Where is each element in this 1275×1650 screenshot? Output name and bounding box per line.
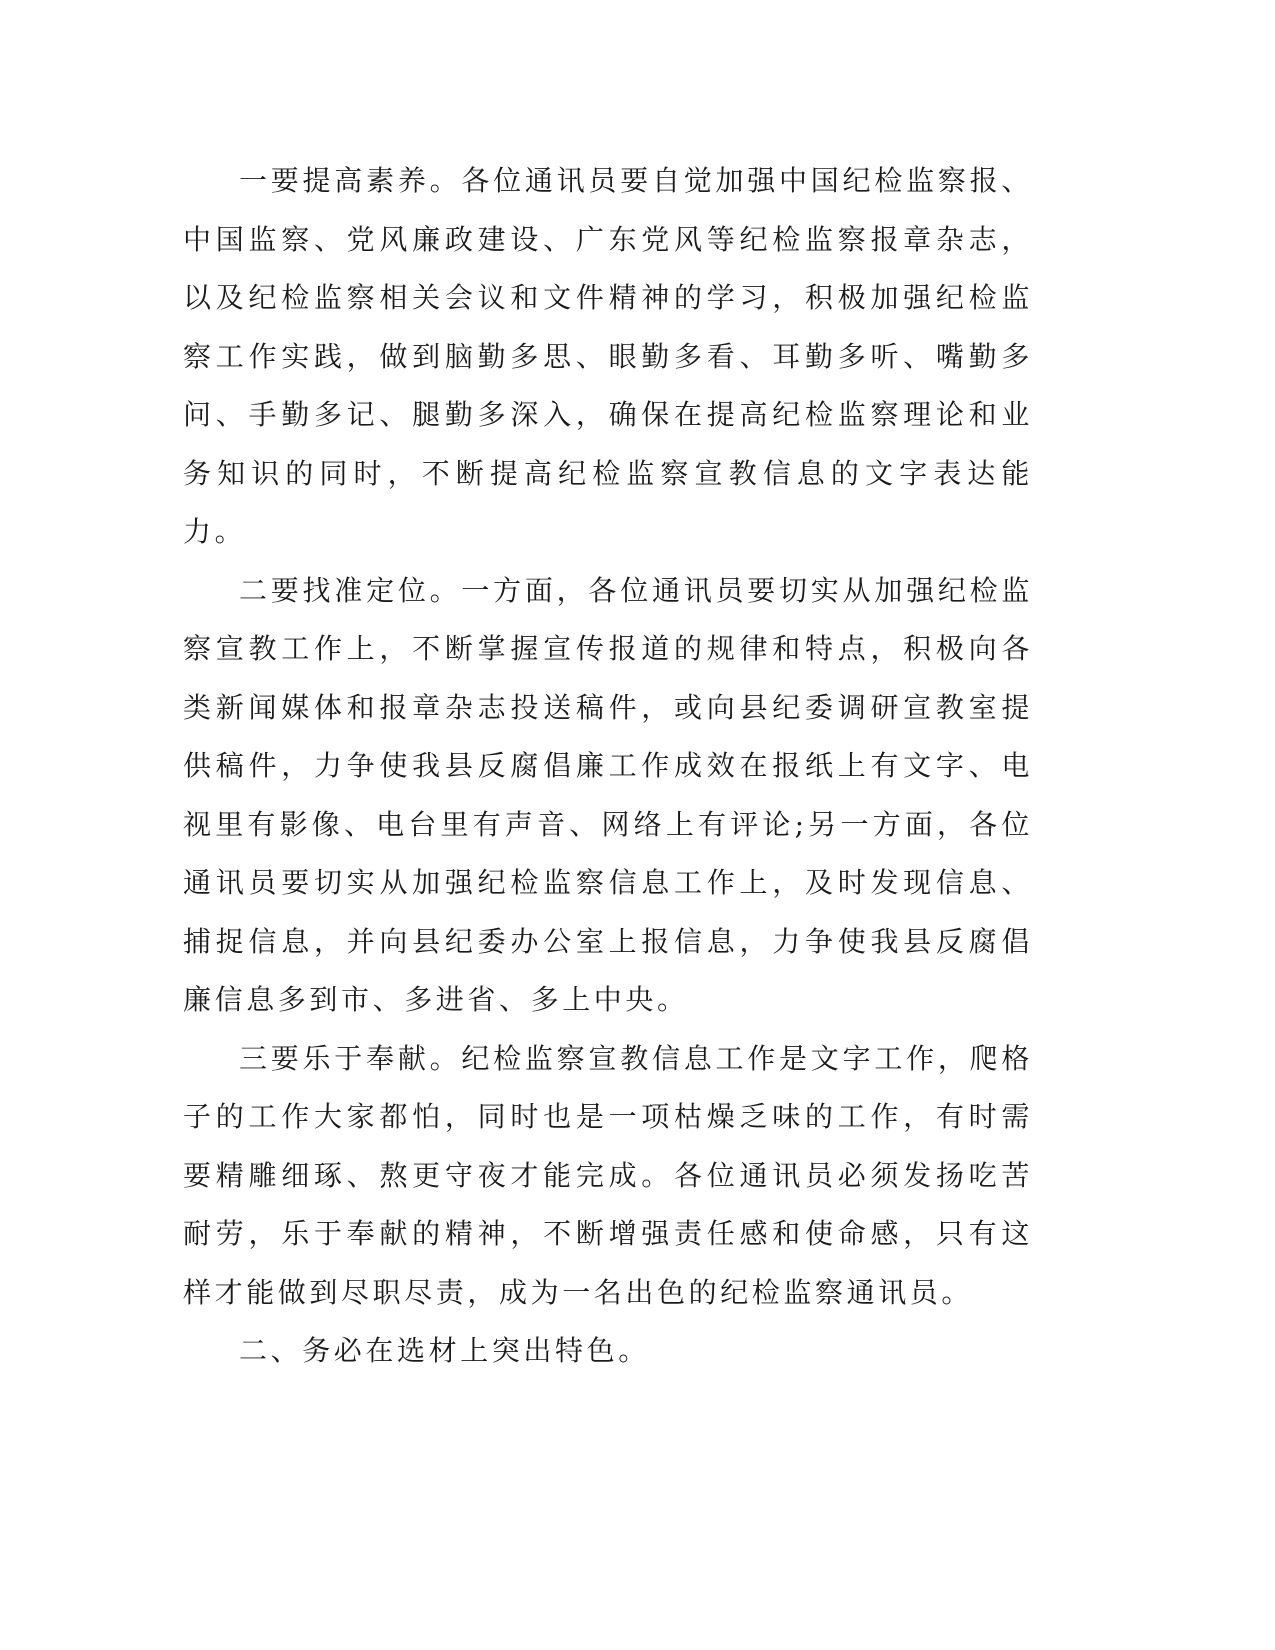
paragraph-dedication: 三要乐于奉献。纪检监察宣教信息工作是文字工作，爬格子的工作大家都怕，同时也是一项枯燥乏味的工作，有时需要精雕细琢、熬更守夜才能完成。各位通讯员必须发扬吃苦耐劳，乐于奉献的精神，不断增强责任感和使命感，只有这样才能做到尽职尽责，成为一名出色的纪检监察通讯员。: [183, 1041, 1033, 1309]
document-body: [183, 152, 1033, 1381]
section-heading-material-selection: 二、务必在选材上突出特色。: [239, 1334, 650, 1367]
paragraph-find-position: 二要找准定位。一方面，各位通讯员要切实从加强纪检监察宣教工作上，不断掌握宣传报道的规律和特点，积极向各类新闻媒体和报章杂志投送稿件，或向县纪委调研宣教室提供稿件，力争使我县反腐倡廉工作成效在报纸上有文字、电视里有影像、电台里有声音、网络上有评论;另一方面，各位通讯员要切实从加强纪检监察信息工作上，及时发现信息、捕捉信息，并向县纪委办公室上报信息，力争使我县反腐倡廉信息多到市、多进省、多上中央。: [183, 573, 1033, 1016]
paragraph-improve-literacy: 一要提高素养。各位通讯员要自觉加强中国纪检监察报、中国监察、党风廉政建设、广东党风等纪检监察报章杂志，以及纪检监察相关会议和文件精神的学习，积极加强纪检监察工作实践，做到脑勤多思、眼勤多看、耳勤多听、嘴勤多问、手勤多记、腿勤多深入，确保在提高纪检监察理论和业务知识的同时，不断提高纪检监察宣教信息的文字表达能力。: [183, 164, 1033, 548]
